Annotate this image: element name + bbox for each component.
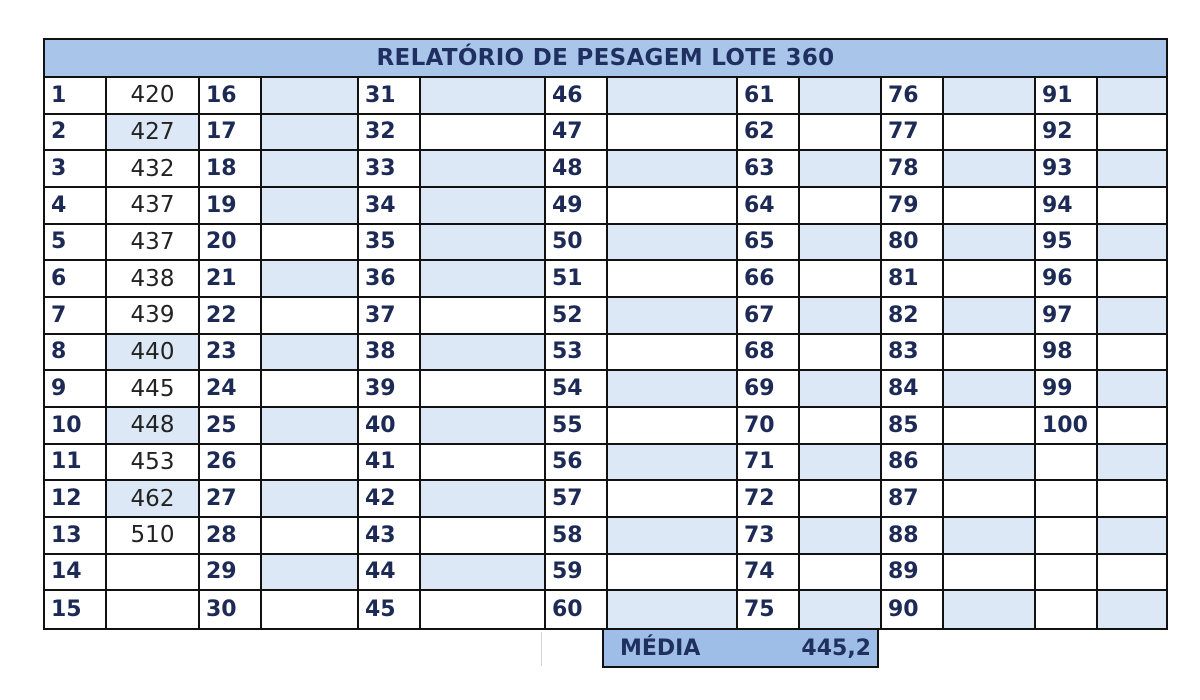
- weight-value: [421, 371, 546, 408]
- weight-value: [608, 78, 738, 115]
- average-value: 445,2: [801, 635, 871, 661]
- row-number: 36: [359, 261, 421, 298]
- weight-value: 462: [107, 481, 200, 518]
- row-number: 65: [738, 225, 800, 262]
- row-number: 27: [200, 481, 262, 518]
- weight-value: [944, 151, 1036, 188]
- weight-value: 420: [107, 78, 200, 115]
- weight-value: [800, 78, 882, 115]
- row-number: 73: [738, 518, 800, 555]
- weight-value: 437: [107, 225, 200, 262]
- weight-value: [262, 408, 359, 445]
- row-number: 33: [359, 151, 421, 188]
- row-number: 5: [45, 225, 107, 262]
- row-number: 8: [45, 335, 107, 372]
- row-number: 91: [1036, 78, 1098, 115]
- weight-value: [800, 115, 882, 152]
- row-number: 82: [882, 298, 944, 335]
- weight-value: [421, 445, 546, 482]
- row-number: 19: [200, 188, 262, 225]
- weight-value: [1098, 335, 1166, 372]
- weight-value: [262, 445, 359, 482]
- row-number: 32: [359, 115, 421, 152]
- row-number: 24: [200, 371, 262, 408]
- report-title: RELATÓRIO DE PESAGEM LOTE 360: [45, 40, 1166, 78]
- row-number: 71: [738, 445, 800, 482]
- row-number: [1036, 591, 1098, 628]
- row-number: 43: [359, 518, 421, 555]
- divider: [541, 632, 542, 666]
- row-number: 7: [45, 298, 107, 335]
- weighing-report-table: [43, 38, 1168, 630]
- row-number: 57: [546, 481, 608, 518]
- weight-value: [262, 115, 359, 152]
- weight-value: 432: [107, 151, 200, 188]
- row-number: 42: [359, 481, 421, 518]
- average-box: [602, 628, 879, 668]
- weight-value: [262, 225, 359, 262]
- row-number: 45: [359, 591, 421, 628]
- row-number: 4: [45, 188, 107, 225]
- row-number: 96: [1036, 261, 1098, 298]
- weight-value: [944, 261, 1036, 298]
- row-number: 10: [45, 408, 107, 445]
- weight-value: [421, 115, 546, 152]
- row-number: 78: [882, 151, 944, 188]
- weight-value: [1098, 555, 1166, 592]
- weight-value: [421, 261, 546, 298]
- weight-value: [262, 371, 359, 408]
- weight-value: [1098, 408, 1166, 445]
- weight-value: [1098, 261, 1166, 298]
- weight-value: [421, 555, 546, 592]
- row-number: 47: [546, 115, 608, 152]
- row-number: 21: [200, 261, 262, 298]
- weight-value: [608, 481, 738, 518]
- weight-value: [608, 335, 738, 372]
- weight-value: 453: [107, 445, 200, 482]
- row-number: 49: [546, 188, 608, 225]
- weight-value: [107, 555, 200, 592]
- weight-value: [608, 261, 738, 298]
- row-number: 31: [359, 78, 421, 115]
- weight-value: [262, 591, 359, 628]
- weight-value: [944, 335, 1036, 372]
- weight-value: [421, 408, 546, 445]
- weight-value: [800, 298, 882, 335]
- weight-value: 438: [107, 261, 200, 298]
- weight-value: [944, 225, 1036, 262]
- weight-value: [608, 188, 738, 225]
- weight-value: [800, 481, 882, 518]
- row-number: 70: [738, 408, 800, 445]
- weight-value: [608, 408, 738, 445]
- row-number: 59: [546, 555, 608, 592]
- weight-value: [944, 445, 1036, 482]
- row-number: 23: [200, 335, 262, 372]
- row-number: 26: [200, 445, 262, 482]
- weight-value: [421, 591, 546, 628]
- weight-value: [608, 518, 738, 555]
- row-number: 22: [200, 298, 262, 335]
- row-number: 12: [45, 481, 107, 518]
- row-number: 88: [882, 518, 944, 555]
- weight-value: 439: [107, 298, 200, 335]
- weight-value: [1098, 115, 1166, 152]
- weight-value: [262, 298, 359, 335]
- weight-value: [262, 188, 359, 225]
- row-number: 62: [738, 115, 800, 152]
- row-number: 75: [738, 591, 800, 628]
- row-number: 37: [359, 298, 421, 335]
- weight-value: 510: [107, 518, 200, 555]
- row-number: 46: [546, 78, 608, 115]
- row-number: 87: [882, 481, 944, 518]
- row-number: 38: [359, 335, 421, 372]
- weight-value: [1098, 445, 1166, 482]
- weight-value: [421, 481, 546, 518]
- row-number: 44: [359, 555, 421, 592]
- weight-value: 448: [107, 408, 200, 445]
- row-number: 60: [546, 591, 608, 628]
- row-number: 72: [738, 481, 800, 518]
- weight-value: [944, 408, 1036, 445]
- row-number: 83: [882, 335, 944, 372]
- row-number: 90: [882, 591, 944, 628]
- row-number: [1036, 555, 1098, 592]
- row-number: 18: [200, 151, 262, 188]
- row-number: 9: [45, 371, 107, 408]
- row-number: 69: [738, 371, 800, 408]
- weight-value: [608, 591, 738, 628]
- row-number: 51: [546, 261, 608, 298]
- row-number: 1: [45, 78, 107, 115]
- weight-value: [262, 261, 359, 298]
- weight-value: [262, 151, 359, 188]
- row-number: 54: [546, 371, 608, 408]
- weight-value: [1098, 188, 1166, 225]
- row-number: 58: [546, 518, 608, 555]
- weight-value: [800, 518, 882, 555]
- weight-value: [608, 298, 738, 335]
- weight-value: [421, 518, 546, 555]
- row-number: 28: [200, 518, 262, 555]
- weight-value: [944, 555, 1036, 592]
- row-number: 11: [45, 445, 107, 482]
- weight-value: [944, 591, 1036, 628]
- weight-value: [1098, 298, 1166, 335]
- row-number: 13: [45, 518, 107, 555]
- row-number: 74: [738, 555, 800, 592]
- row-number: 79: [882, 188, 944, 225]
- weights-grid: [45, 78, 1166, 628]
- row-number: [1036, 518, 1098, 555]
- row-number: 3: [45, 151, 107, 188]
- weight-value: [608, 115, 738, 152]
- row-number: 39: [359, 371, 421, 408]
- weight-value: 440: [107, 335, 200, 372]
- row-number: 41: [359, 445, 421, 482]
- weight-value: 437: [107, 188, 200, 225]
- row-number: 66: [738, 261, 800, 298]
- weight-value: [608, 555, 738, 592]
- row-number: 63: [738, 151, 800, 188]
- weight-value: [1098, 78, 1166, 115]
- weight-value: [421, 298, 546, 335]
- weight-value: [800, 225, 882, 262]
- row-number: 67: [738, 298, 800, 335]
- weight-value: [944, 518, 1036, 555]
- weight-value: [608, 445, 738, 482]
- weight-value: [1098, 591, 1166, 628]
- weight-value: [421, 151, 546, 188]
- weight-value: [800, 188, 882, 225]
- row-number: 50: [546, 225, 608, 262]
- weight-value: [800, 445, 882, 482]
- row-number: 99: [1036, 371, 1098, 408]
- weight-value: [262, 78, 359, 115]
- average-label: MÉDIA: [620, 635, 701, 661]
- row-number: 48: [546, 151, 608, 188]
- weight-value: [608, 371, 738, 408]
- row-number: 97: [1036, 298, 1098, 335]
- row-number: 25: [200, 408, 262, 445]
- row-number: 53: [546, 335, 608, 372]
- row-number: [1036, 445, 1098, 482]
- row-number: 16: [200, 78, 262, 115]
- weight-value: [1098, 371, 1166, 408]
- row-number: 81: [882, 261, 944, 298]
- row-number: 76: [882, 78, 944, 115]
- weight-value: [608, 225, 738, 262]
- row-number: 30: [200, 591, 262, 628]
- row-number: 52: [546, 298, 608, 335]
- weight-value: [262, 481, 359, 518]
- row-number: 6: [45, 261, 107, 298]
- row-number: 100: [1036, 408, 1098, 445]
- weight-value: [608, 151, 738, 188]
- row-number: 98: [1036, 335, 1098, 372]
- weight-value: [1098, 481, 1166, 518]
- weight-value: [800, 371, 882, 408]
- weight-value: [800, 408, 882, 445]
- row-number: 35: [359, 225, 421, 262]
- row-number: 86: [882, 445, 944, 482]
- row-number: [1036, 481, 1098, 518]
- row-number: 85: [882, 408, 944, 445]
- weight-value: [1098, 225, 1166, 262]
- weight-value: [800, 261, 882, 298]
- row-number: 14: [45, 555, 107, 592]
- row-number: 64: [738, 188, 800, 225]
- weight-value: [944, 371, 1036, 408]
- weight-value: [944, 115, 1036, 152]
- row-number: 95: [1036, 225, 1098, 262]
- weight-value: [944, 481, 1036, 518]
- weight-value: [421, 335, 546, 372]
- row-number: 84: [882, 371, 944, 408]
- weight-value: [1098, 151, 1166, 188]
- weight-value: [262, 518, 359, 555]
- weight-value: [107, 591, 200, 628]
- weight-value: [944, 78, 1036, 115]
- row-number: 92: [1036, 115, 1098, 152]
- weight-value: [262, 335, 359, 372]
- row-number: 2: [45, 115, 107, 152]
- row-number: 15: [45, 591, 107, 628]
- weight-value: [421, 78, 546, 115]
- weight-value: 427: [107, 115, 200, 152]
- row-number: 40: [359, 408, 421, 445]
- row-number: 68: [738, 335, 800, 372]
- row-number: 56: [546, 445, 608, 482]
- weight-value: [1098, 518, 1166, 555]
- row-number: 17: [200, 115, 262, 152]
- row-number: 77: [882, 115, 944, 152]
- row-number: 93: [1036, 151, 1098, 188]
- row-number: 55: [546, 408, 608, 445]
- weight-value: [800, 555, 882, 592]
- row-number: 34: [359, 188, 421, 225]
- weight-value: [800, 335, 882, 372]
- weight-value: [262, 555, 359, 592]
- weight-value: [800, 591, 882, 628]
- row-number: 20: [200, 225, 262, 262]
- weight-value: [944, 298, 1036, 335]
- row-number: 29: [200, 555, 262, 592]
- weight-value: [421, 225, 546, 262]
- weight-value: [800, 151, 882, 188]
- weight-value: 445: [107, 371, 200, 408]
- row-number: 94: [1036, 188, 1098, 225]
- row-number: 61: [738, 78, 800, 115]
- row-number: 89: [882, 555, 944, 592]
- weight-value: [421, 188, 546, 225]
- row-number: 80: [882, 225, 944, 262]
- weight-value: [944, 188, 1036, 225]
